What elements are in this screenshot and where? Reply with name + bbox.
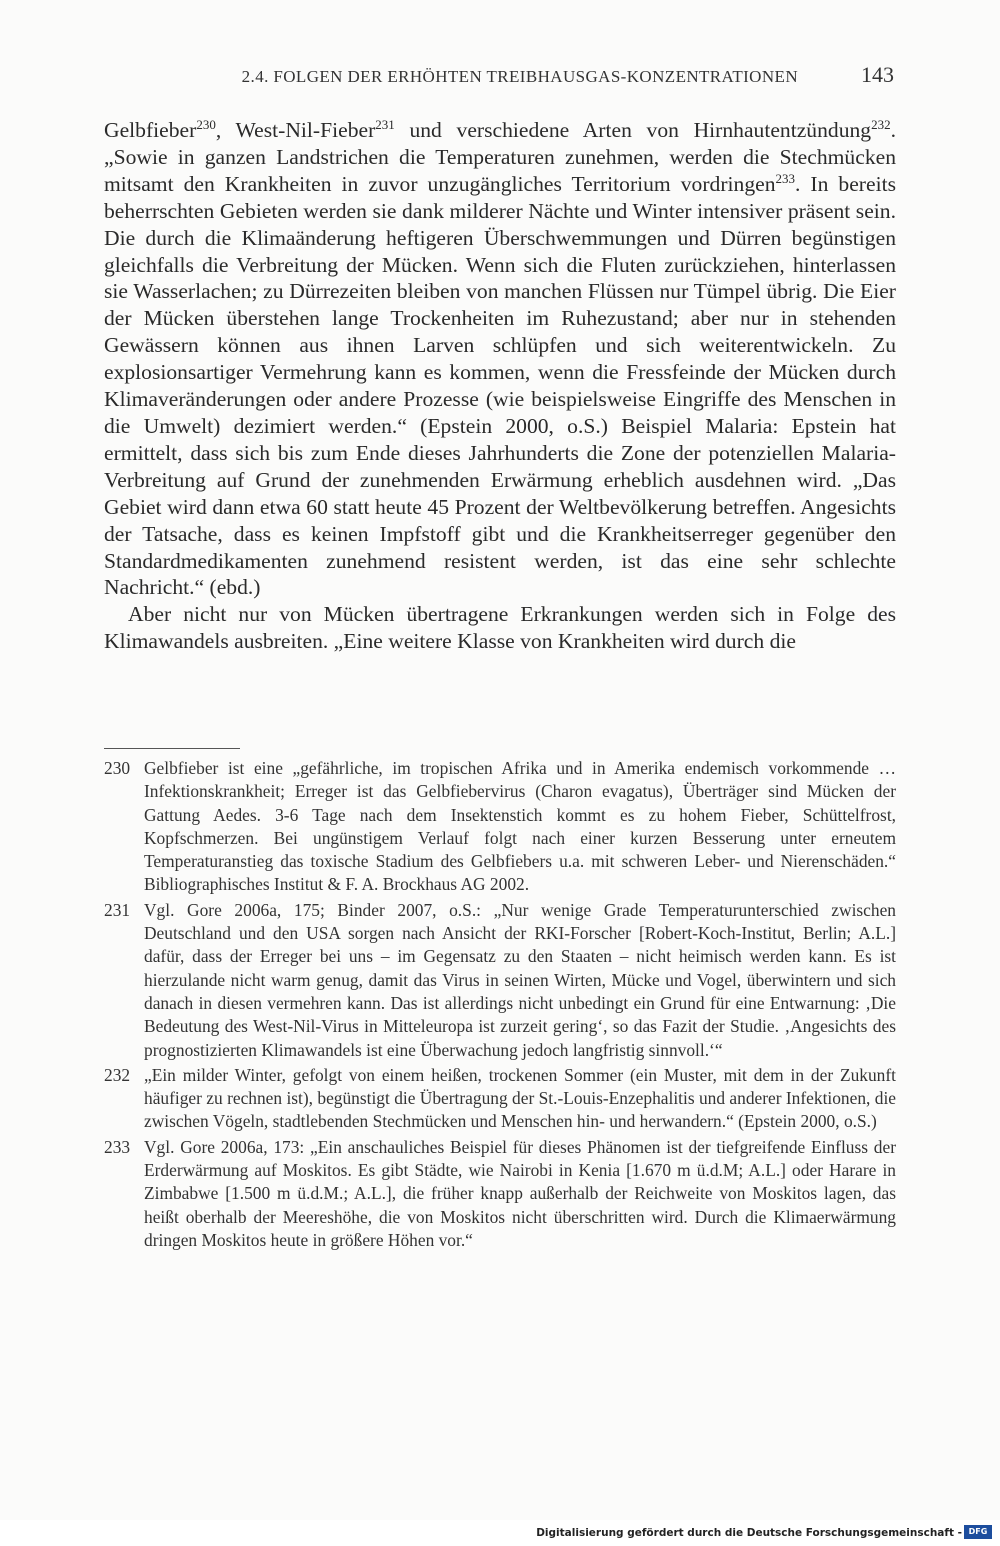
paragraph-2: Aber nicht nur von Mücken übertragene Erkrankungen werden sich in Folge des Klimawandels ausbreiten. „Eine weitere Klasse von Krankheiten wird durch die	[104, 602, 896, 654]
running-title: 2.4. FOLGEN DER ERHÖHTEN TREIBHAUSGAS-KONZENTRATIONEN	[241, 67, 798, 86]
main-text	[104, 117, 896, 655]
text-run: Gelbfieber	[104, 118, 197, 142]
footnote-text: Vgl. Gore 2006a, 175; Binder 2007, o.S.: „Nur wenige Grade Temperaturunterschied zwischen Deutschland und den USA sorgen nach Ansicht der RKI-Forscher [Robert-Koch-Institut, Berlin; A.L.] dafür, dass der Erreger bei uns – im Gegensatz zu den Staaten – nicht heimisch werden kann. Es ist hierzulande nicht warm genug, damit das Virus in seinen Wirten, Mücke und Vogel, überwintern und sich danach in diesen vermehren kann. Das ist allerdings nicht unbedingt ein Grund für eine Entwarnung: ‚Die Bedeutung des West-Nil-Virus in Mitteleuropa ist zurzeit gering‘, so das Fazit der Studie. ‚Angesichts des prognostizierten Klimawandels ist eine Überwachung jedoch langfristig sinnvoll.‘“	[144, 899, 896, 1060]
footnote-232	[104, 1064, 896, 1134]
footnote-231	[104, 899, 896, 1062]
footnotes	[104, 757, 896, 1254]
footnote-ref-233[interactable]: 233	[775, 170, 795, 186]
dfg-logo: DFG	[964, 1525, 992, 1539]
footnote-text: Gelbfieber ist eine „gefährliche, im tropischen Afrika und in Amerika endemisch vorkommende … Infektionskrankheit; Erreger ist das Gelbfiebervirus (Charon evagatus), Überträger sind Mücken der Gattung Aedes. 3-6 Tage nach dem Insektenstich kommt es zu hohem Fieber, Schüttelfrost, Kopfschmerzen. Bei ungünstigem Verlauf folgt nach einer kurzen Besserung unter erneutem Temperaturanstieg das toxische Stadium des Gelbfiebers u.a. mit schweren Leber- und Nierenschäden.“ Bibliographisches Institut & F. A. Brockhaus AG 2002.	[144, 758, 896, 895]
footnote-ref-231[interactable]: 231	[375, 117, 395, 132]
page-header	[104, 62, 894, 96]
page-number: 143	[861, 62, 894, 87]
footnote-230	[104, 757, 896, 897]
footnote-number: 230	[104, 758, 131, 778]
text-run: . „Sowie in ganzen Landstrichen die Temperaturen zunehmen, werden die Stechmücken mitsamt den Krankheiten in zuvor unzugängliches Territorium vordringen	[104, 118, 896, 196]
footnote-text: Vgl. Gore 2006a, 173: „Ein anschauliches Beispiel für dieses Phänomen ist der tiefgreifende Einfluss der Erderwärmung auf Moskitos. Es gibt Städte, wie Nairobi in Kenia [1.670 m ü.d.M; A.L.] oder Harare in Zimbabwe [1.500 m ü.d.M.; A.L.], die früher knapp außerhalb der Reichweite von Moskitos lagen, das heißt oberhalb der Meereshöhe, die von Moskitos nicht überschritten wird. Durch die Klimaerwärmung dringen Moskitos heute in größere Höhen vor.“	[144, 1136, 896, 1250]
footnote-number: 233	[104, 1136, 131, 1157]
footnote-number: 231	[104, 899, 131, 920]
paragraph-1	[104, 117, 896, 601]
footnote-number: 232	[104, 1064, 131, 1085]
text-run: . In bereits beherrschten Gebieten werden sie dank milderer Nächte und Winter intensiver präsent sein. Die durch die Klimaänderung heftigeren Überschwemmungen und Dürren begünstigen gleichfalls die Verbreitung der Mücken. Wenn sich die Fluten zurückziehen, hinterlassen sie Wasserlachen; zu Dürrezeiten bleiben von manchen Flüssen nur Tümpel übrig. Die Eier der Mücken überstehen lange Trockenheiten im Ruhezustand; aber nur in stehenden Gewässern können aus ihnen Larven schlüpfen und sich weiterentwickeln. Zu explosionsartiger Vermehrung kann es kommen, wenn die Fressfeinde der Mücken durch Klimaveränderungen oder andere Prozesse (wie beispielsweise Eingriffe des Menschen in die Umwelt) dezimiert werden.“ (Epstein 2000, o.S.) Beispiel Malaria: Epstein hat ermittelt, dass sich bis zum Ende dieses Jahrhunderts die Zone der potenziellen Malaria-Verbreitung auf Grund der zunehmenden Erwärmung erheblich ausdehnen wird. „Das Gebiet wird dann etwa 60 statt heute 45 Prozent der Weltbevölkerung betreffen. Angesichts der Tatsache, dass es keinen Impfstoff gibt und die Krankheitserreger gegenüber den Standardmedikamenten zunehmend resistent werden, ist das eine sehr schlechte Nachricht.“ (ebd.)	[104, 171, 896, 600]
funding-note: Digitalisierung gefördert durch die Deutsche Forschungsgemeinschaft -	[536, 1527, 962, 1539]
footnote-text: „Ein milder Winter, gefolgt von einem heißen, trockenen Sommer (ein Muster, mit dem in der Zukunft häufiger zu rechnen ist), begünstigt die Übertragung der St.-Louis-Enzephalitis und anderer Infektionen, die zwischen Vögeln, stadtlebenden Stechmücken und Menschen hin- und herwandern.“ (Epstein 2000, o.S.)	[144, 1064, 896, 1132]
digitization-footer	[0, 1520, 1000, 1546]
footnote-ref-230[interactable]: 230	[196, 117, 216, 132]
text-run: , West-Nil-Fieber	[215, 118, 376, 142]
footnote-233	[104, 1136, 896, 1252]
footnote-ref-232[interactable]: 232	[871, 117, 891, 132]
text-run: und verschiedene Arten von Hirnhautentzündung	[394, 118, 872, 142]
footnote-divider	[104, 748, 240, 749]
